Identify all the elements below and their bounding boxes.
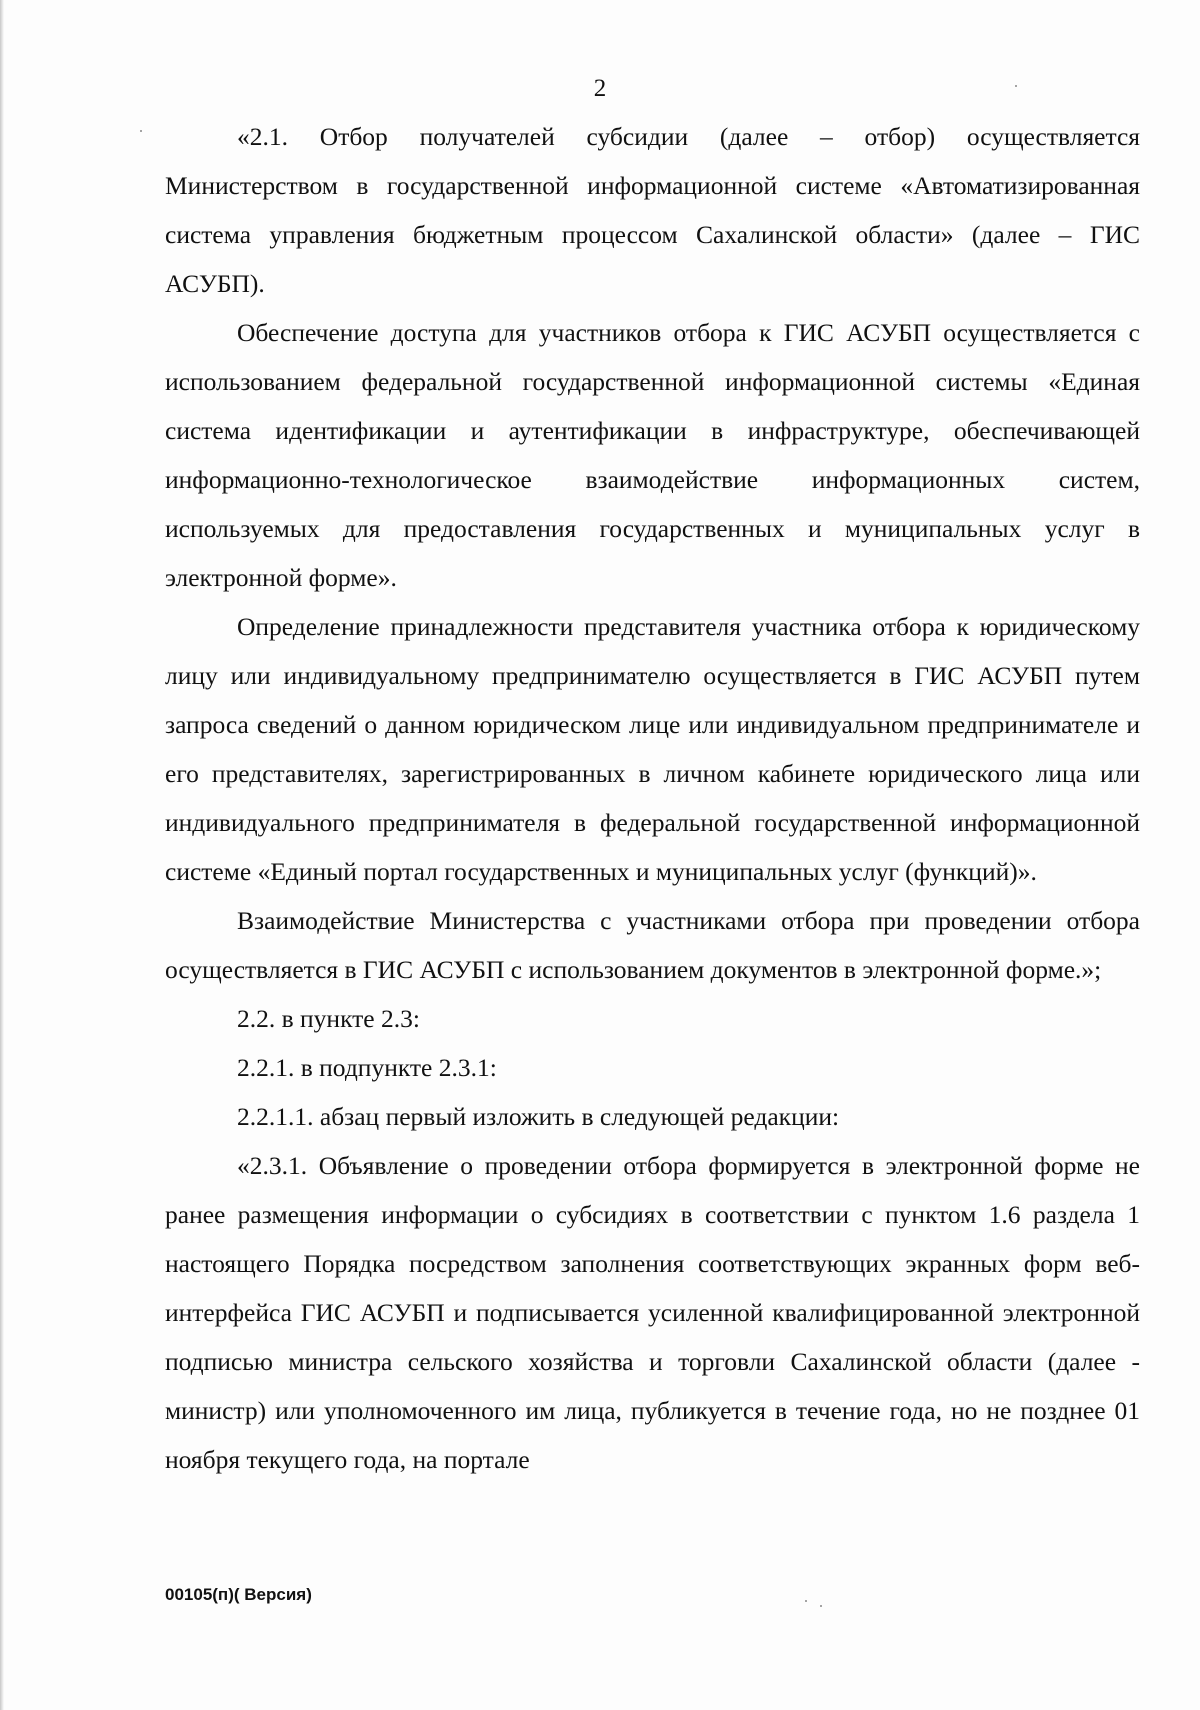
paragraph-2-2: 2.2. в пункте 2.3: [237,1004,420,1033]
scan-edge [0,0,4,1710]
document-body [165,112,1140,1484]
page-number: 2 [593,75,607,102]
paragraph-2-2-1-1: 2.2.1.1. абзац первый изложить в следующей редакции: [237,1102,840,1131]
paragraph-2-2-1: 2.2.1. в подпункте 2.3.1: [237,1053,497,1082]
footer-document-code: 00105(п)( Версия) [165,1585,312,1604]
scan-speck [820,1605,822,1607]
paragraph-2-1: «2.1. Отбор получателей субсидии (далее – отбор) осуществляется Министерством в государственной информационной системе «Автоматизированная система управления бюджетным процессом Сахалинской области» (далее – ГИС АСУБП). [165,122,1140,298]
paragraph-interaction: Взаимодействие Министерства с участниками отбора при проведении отбора осуществляется в ГИС АСУБП с использованием документов в электронной форме.»; [165,906,1140,984]
scan-speck [1015,85,1017,87]
scan-speck [805,1600,807,1602]
paragraph-2-3-1: «2.3.1. Объявление о проведении отбора формируется в электронной форме не ранее размещения информации о субсидиях в соответствии с пунктом 1.6 раздела 1 настоящего Порядка посредством заполнения соответствующих экранных форм веб-интерфейса ГИС АСУБП и подписывается усиленной квалифицированной электронной подписью министра сельского хозяйства и торговли Сахалинской области (далее - министр) или уполномоченного им лица, публикуется в течение года, но не позднее 01 ноября текущего года, на портале [165,1151,1140,1474]
paragraph-access: Обеспечение доступа для участников отбора к ГИС АСУБП осуществляется с использованием федеральной государственной информационной системы «Единая система идентификации и аутентификации в инфраструктуре, обеспечивающей информационно-технологическое взаимодействие информационных систем, используемых для предоставления государственных и муниципальных услуг в электронной форме». [165,318,1140,592]
scan-speck [140,130,142,132]
paragraph-representative: Определение принадлежности представителя участника отбора к юридическому лицу или индивидуальному предпринимателю осуществляется в ГИС АСУБП путем запроса сведений о данном юридическом лице или индивидуальном предпринимателе и его представителях, зарегистрированных в личном кабинете юридического лица или индивидуального предпринимателя в федеральной государственной информационной системе «Единый портал государственных и муниципальных услуг (функций)». [165,612,1140,886]
